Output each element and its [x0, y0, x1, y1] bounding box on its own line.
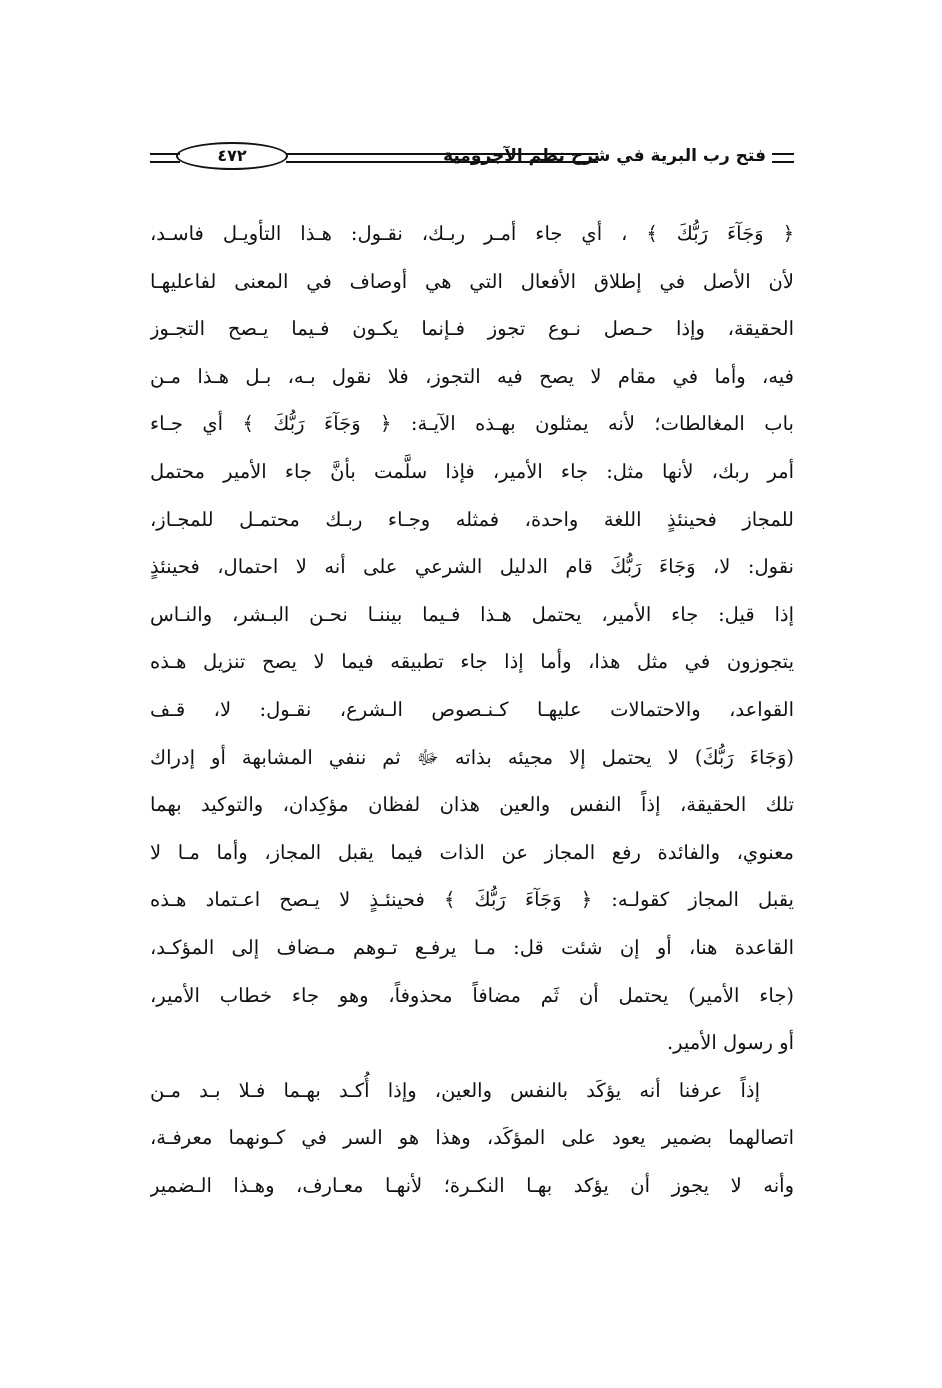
text-line: يتجوزون في مثل هذا، وأما إذا جاء تطبيقه فيما لا يصح تنزيل هـذه — [150, 650, 794, 674]
text-line: إذا قيل: جاء الأمير، يحتمل هـذا فـيما بيننـا نحـن البـشر، والنـاس — [150, 602, 794, 626]
text-line: باب المغالطات؛ لأنه يمثلون بهـذه الآيـة: ﴿ وَجَآءَ رَبُّكَ ﴾ أي جـاء — [150, 412, 794, 436]
text-line: لأن الأصل في إطلاق الأفعال التي هي أوصاف في المعنى لفاعليهـا — [150, 269, 794, 293]
text-line: الحقيقة، وإذا حـصل نـوع تجوز فـإنما يكـون فـيما يـصح التجـوز — [150, 317, 794, 341]
header-rule-left — [150, 153, 180, 163]
text-line: اتصالهما بضمير يعود على المؤكَد، وهذا هو السر في كـونهما معرفـة، — [150, 1126, 794, 1150]
page-header — [150, 138, 794, 178]
text-line: للمجاز فحينئذٍ اللغة واحدة، فمثله وجـاء ربـك محتمـل للمجـاز، — [150, 507, 794, 531]
text-line: أمر ربك، لأنها مثل: جاء الأمير، فإذا سلَّمت بأنَّ جاء الأمير محتمل — [150, 459, 794, 483]
text-line: فيه، وأما في مقام لا يصح فيه التجوز، فلا نقول بـه، بـل هـذا مـن — [150, 364, 794, 388]
book-title: فتح رب البرية في شرح نظم الآجرومية — [443, 146, 766, 166]
body-text — [150, 210, 794, 1209]
text-line: (جاء الأمير) يحتمل أن ثَم مضافاً محذوفاً، وهو جاء خطاب الأمير، — [150, 983, 794, 1007]
text-line: ﴿ وَجَآءَ رَبُّكَ ﴾ ، أي جاء أمـر ربـك، نقـول: هـذا التأويـل فاسـد، — [150, 222, 794, 245]
page-number: ٤٧٢ — [176, 142, 288, 170]
text-line: القاعدة هنا، أو إن شئت قل: مـا يرفـع تـوهم مـضاف إلى المؤكـد، — [150, 935, 794, 959]
header-rule — [286, 153, 598, 163]
header-ornament — [772, 153, 794, 163]
paragraph-first-line: إذاً عرفنا أنه يؤكَد بالنفس والعين، وإذا أُكـد بهـما فـلا بـد مـن — [150, 1078, 760, 1102]
text-line: نقول: لا، وَجَاءَ رَبُّكَ قام الدليل الشرعي على أنه لا احتمال، فحينئذٍ — [150, 555, 794, 579]
text-line: تلك الحقيقة، إذاً النفس والعين هذان لفظان مؤكِدان، والتوكيد بهما — [150, 793, 794, 817]
text-line: وأنه لا يجوز أن يؤكد بهـا النكـرة؛ لأنهـا معـارف، وهـذا الـضمير — [150, 1173, 794, 1197]
text-line: يقبل المجاز كقولـه: ﴿ وَجَآءَ رَبُّكَ ﴾ فحينئـذٍ لا يـصح اعـتماد هـذه — [150, 888, 794, 912]
text-line: (وَجَاءَ رَبُّكَ) لا يحتمل إلا مجيئه بذاته ﷻ ثم ننفي المشابهة أو إدراك — [150, 745, 794, 769]
text-line: القواعد، والاحتمالات عليهـا كـنـصوص الـشرع، نقـول: لا، قـف — [150, 697, 794, 721]
text-line: معنوي، والفائدة رفع المجاز عن الذات فيما يقبل المجاز، وأما مـا لا — [150, 840, 794, 864]
text-line: أو رسول الأمير. — [666, 1031, 794, 1055]
